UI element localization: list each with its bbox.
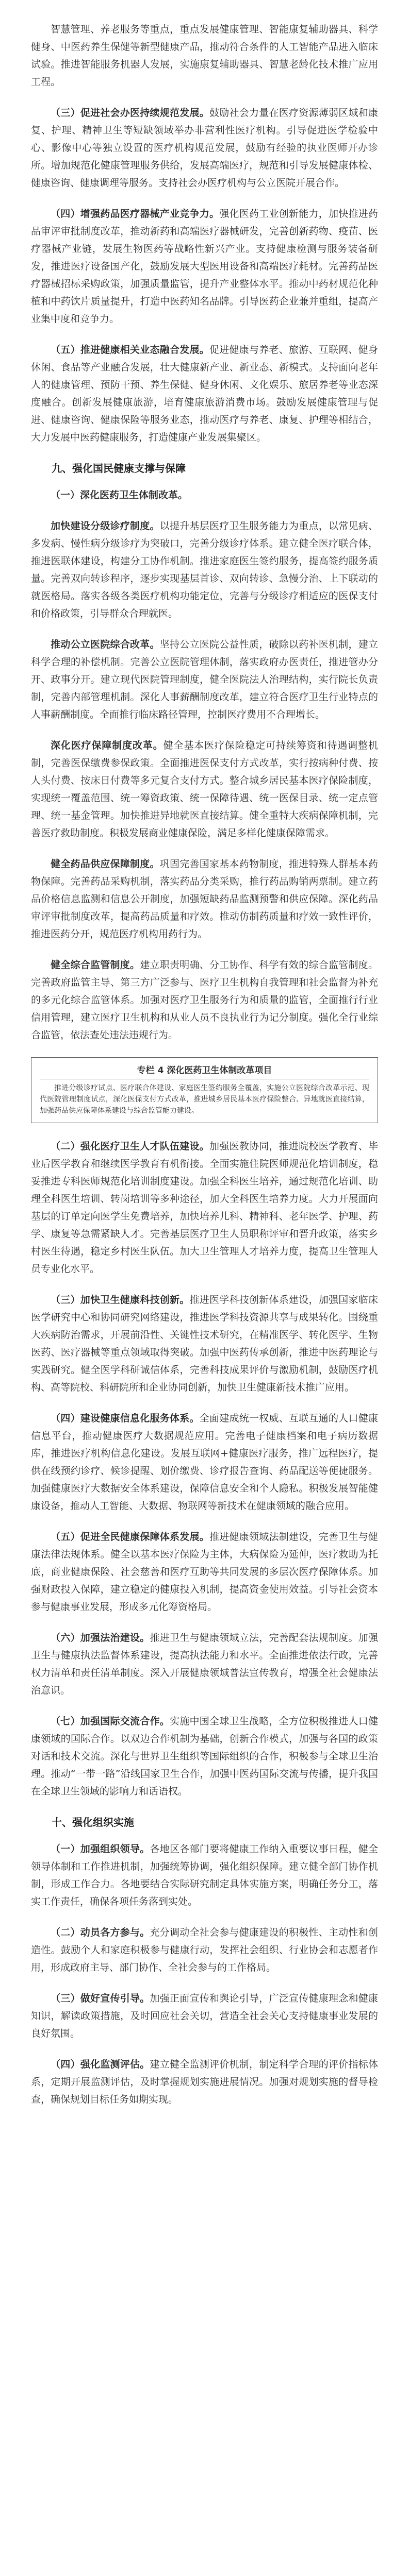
paragraph <box>31 1924 378 1976</box>
paragraph-subheading: （五）促进全民健康保障体系发展。 <box>51 1531 209 1543</box>
paragraph-text: 推进卫生与健康领域立法，完善配套法规制度。加强卫生与健康执法监督体系建设，提高执法能力和水平。全面推进依法行政，完善权力清单和责任清单制度。深入开展健康领域普法宣传教育，增强全社会健康法治意识。 <box>31 1632 378 1696</box>
paragraph <box>31 2056 378 2108</box>
paragraph <box>31 1713 378 1800</box>
paragraph-subheading: （五）推进健康相关业态融合发展。 <box>51 344 209 355</box>
callout-box <box>31 1057 378 1123</box>
paragraph-subheading: （四）建设健康信息化服务体系。 <box>51 1413 200 1424</box>
paragraph <box>31 737 378 842</box>
section-heading: 十、强化组织实施 <box>52 1816 134 1828</box>
paragraph-subheading: （二）动员各方参与。 <box>51 1927 150 1938</box>
paragraph-subheading: 深化医疗保障制度改革。 <box>51 740 163 751</box>
paragraph-subheading: （一）加强组织领导。 <box>51 1843 150 1855</box>
paragraph-text: 推进健康领域法制建设，完善卫生与健康法律法规体系。健全以基本医疗保险为主体，大病保险为延伸，医疗救助为托底，商业健康保险、社会慈善和医疗互助等共同发展的多层次医疗保障体系。加强财政投入保障，建立稳定的健康投入机制，提高资金使用效益。引导社会资本参与健康事业发展，形成多元化筹资格局。 <box>31 1531 378 1613</box>
section-heading: 九、强化国民健康支撑与保障 <box>52 462 186 474</box>
paragraph-text: 加强正面宣传和舆论引导，广泛宣传健康理念和健康知识，解读政策措施，及时回应社会关切，营造全社会关心支持健康事业发展的良好氛围。 <box>31 1993 378 2039</box>
callout-body: 推进分级诊疗试点、医疗联合体建设、家庭医生签约服务全覆盖，实施公立医院综合改革示范、现代医院管理制度试点，深化医保支付方式改革，推进城乡居民基本医疗保险整合、异地就医直接结算，加强药品供应保障体系建设与综合监管能力建设。 <box>40 1084 369 1115</box>
paragraph-text: 强化医药工业创新能力，加快推进药品审评审批制度改革，推动新药和高端医疗器械研发，完善创新药物、疫苗、医疗器械产业链，发展生物医药等战略性新兴产业。支持健康检测与服务装备研发，推进医疗设备国产化，鼓励发展大型医用设备和高端医疗耗材。完善药品医疗器械招标采购政策，加强质量监管，提升产业整体水平。推动中药材规范化种植和中药饮片质量提升，打造中医药知名品牌。引导医药企业兼并重组，提高产业集中度和竞争力。 <box>31 208 378 325</box>
paragraph-text: 加强医教协同，推进院校医学教育、毕业后医学教育和继续医学教育有机衔接。全面实施住院医师规范化培训制度，稳妥推进专科医师规范化培训制度建设。加强全科医生培养，通过规范化培训、助理全科医生培训、转岗培训等多种途径，加大全科医生培养力度。大力开展面向基层的订单定向医学生免费培养，加快培养儿科、精神科、老年医学、护理、药学、康复等急需紧缺人才。完善基层医疗卫生人员职称评审和晋升政策，落实乡村医生待遇，稳定乡村医生队伍。加大卫生管理人才培养力度，提高卫生管理人员专业化水平。 <box>31 1141 378 1275</box>
paragraph <box>31 1291 378 1396</box>
paragraph-subheading: （三）促进社会办医持续规范发展。 <box>51 107 209 118</box>
callout-title: 专栏 4 深化医药卫生体制改革项目 <box>40 1063 369 1079</box>
paragraph-subheading: （二）强化医疗卫生人才队伍建设。 <box>51 1141 209 1152</box>
paragraph-text: 巩固完善国家基本药物制度，推进特殊人群基本药物保障。完善药品采购机制，落实药品分类采购，推行药品购销两票制。建立药品价格信息监测和信息公开制度，加强短缺药品监测预警和供应保障。深化药品审评审批制度改革，提高药品质量和疗效。推动仿制药质量和疗效一致性评价，推进医药分开，规范医疗机构用药行为。 <box>31 858 378 940</box>
paragraph <box>31 517 378 622</box>
paragraph-text: 健全基本医疗保险稳定可持续筹资和待遇调整机制，完善医保缴费参保政策。全面推进医保支付方式改革，实行按病种付费、按人头付费、按床日付费等多元复合支付方式。整合城乡居民基本医疗保险制度，实现统一覆盖范围、统一筹资政策、统一保障待遇、统一医保目录、统一定点管理、统一基金管理。加快推进异地就医直接结算。健全重特大疾病保障机制，完善医疗救助制度。积极发展商业健康保险，满足多样化健康保障需求。 <box>31 740 378 839</box>
paragraph-text: 智慧管理、养老服务等重点，重点发展健康管理、智能康复辅助器具、科学健身、中医药养生保健等新型健康产品，推动符合条件的人工智能产品进入临床试验。推进智能服务机器人发展，实施康复辅助器具、智慧老龄化技术推广应用工程。 <box>31 24 378 88</box>
paragraph <box>31 104 378 192</box>
paragraph-subheading: （一）深化医药卫生体制改革。 <box>51 489 188 501</box>
paragraph-text: 推进医学科技创新体系建设，加强国家临床医学研究中心和协同研究网络建设，推进医学科技资源共享与成果转化。围绕重大疾病防治需求，开展前沿性、关键性技术研究，在精准医学、转化医学、生物医药、医疗器械等重点领域取得突破。加强中医药传承创新，推进中医药理论与实践研究。健全医学科研诚信体系，完善科技成果评价与激励机制，鼓励医疗机构、高等院校、科研院所和企业协同创新，加快卫生健康新技术推广应用。 <box>31 1294 378 1393</box>
paragraph <box>31 486 378 504</box>
paragraph-text: 以提升基层医疗卫生服务能力为重点，以常见病、多发病、慢性病分级诊疗为突破口，完善分级诊疗体系。建立健全医疗联合体，推进医联体建设，构建分工协作机制。推进家庭医生签约服务，提高签约服务质量。完善双向转诊程序，逐步实现基层首诊、双向转诊、急慢分治、上下联动的就医格局。落实各级各类医疗机构功能定位，完善与分级诊疗相适应的医保支付和价格政策，引导群众合理就医。 <box>31 520 378 619</box>
paragraph <box>31 21 378 91</box>
paragraph-subheading: 加快建设分级诊疗制度。 <box>51 520 160 532</box>
paragraph-subheading: （四）强化监测评估。 <box>51 2059 150 2070</box>
paragraph-text: 各地区各部门要将健康工作纳入重要议事日程，健全领导体制和工作推进机制，加强统筹协调，强化组织保障。建立健全部门协作机制，形成工作合力。各地要结合实际研究制定具体实施方案，明确任务分工，落实工作责任，确保各项任务落到实处。 <box>31 1843 378 1907</box>
paragraph-subheading: 健全药品供应保障制度。 <box>51 858 160 870</box>
paragraph-subheading: （三）加快卫生健康科技创新。 <box>51 1294 190 1306</box>
paragraph <box>31 636 378 723</box>
paragraph-text: 鼓励社会力量在医疗资源薄弱区域和康复、护理、精神卫生等短缺领域举办非营利性医疗机构。引导促进医学检验中心、影像中心等独立设置的医疗机构规范发展，鼓励有经验的执业医师开办诊所。增加规范化健康管理服务供给，发展高端医疗，规范和引导发展健康体检、健康咨询、健康调理等服务。支持社会办医疗机构与公立医院开展合作。 <box>31 107 378 189</box>
paragraph <box>31 855 378 943</box>
paragraph <box>31 205 378 328</box>
paragraph-subheading: （三）做好宣传引导。 <box>51 1993 150 2004</box>
paragraph <box>31 1410 378 1515</box>
paragraph <box>31 1138 378 1278</box>
paragraph-text: 充分调动全社会参与健康建设的积极性、主动性和创造性。鼓励个人和家庭积极参与健康行动，发挥社会组织、行业协会和志愿者作用，形成政府主导、部门协作、全社会参与的工作格局。 <box>31 1927 378 1973</box>
paragraph-text: 促进健康与养老、旅游、互联网、健身休闲、食品等产业融合发展，壮大健康新产业、新业态、新模式。支持面向老年人的健康管理、预防干预、养生保健、健身休闲、文化娱乐、旅居养老等业态深度融合。创新发展健康旅游，培育健康旅游消费市场。鼓励发展健康管理与促进、健康咨询、健康保险等服务业态，推动医疗与养老、康复、护理等相结合，大力发展中医药健康服务，打造健康产业发展集聚区。 <box>31 344 378 443</box>
paragraph-text: 全面建成统一权威、互联互通的人口健康信息平台，推动健康医疗大数据规范应用。完善电子健康档案和电子病历数据库，推进医疗机构信息化建设。发展互联网+健康医疗服务，推广远程医疗，提供在线预约诊疗、候诊提醒、划价缴费、诊疗报告查询、药品配送等便捷服务。加强健康医疗大数据安全体系建设，保障信息安全和个人隐私。积极发展智能健康设备，推动人工智能、大数据、物联网等新技术在健康领域的融合应用。 <box>31 1413 378 1512</box>
paragraph <box>31 1528 378 1616</box>
paragraph <box>31 1840 378 1910</box>
paragraph-subheading: 推动公立医院综合改革。 <box>51 639 160 650</box>
paragraph <box>31 341 378 446</box>
paragraph-text: 坚持公立医院公益性质，破除以药补医机制，建立科学合理的补偿机制。完善公立医院管理体制，落实政府办医责任，推进管办分开、政事分开。建立现代医院管理制度，健全医院法人治理结构，实行院长负责制，完善内部管理机制。深化人事薪酬制度改革，建立符合医疗卫生行业特点的人事薪酬制度。全面推行临床路径管理，控制医疗费用不合理增长。 <box>31 639 378 720</box>
paragraph <box>31 1629 378 1699</box>
paragraph <box>31 1990 378 2042</box>
paragraph-text: 建立健全监测评价机制，制定科学合理的评价指标体系，定期开展监测评估，及时掌握规划实施进展情况。加强对规划实施的督导检查，确保规划目标任务如期实现。 <box>31 2059 378 2105</box>
paragraph-subheading: （七）加强国际交流合作。 <box>51 1716 170 1727</box>
paragraph-text: 实施中国全球卫生战略，全方位积极推进人口健康领域的国际合作。以双边合作机制为基础，创新合作模式，加强与各国的政策对话和技术交流。深化与世界卫生组织等国际组织的合作，积极参与全球卫生治理。推动“一带一路”沿线国家卫生合作，加强中医药国际交流与传播，提升我国在全球卫生领域的影响力和话语权。 <box>31 1716 378 1797</box>
paragraph-subheading: 健全综合监管制度。 <box>51 959 140 971</box>
paragraph-text: 建立职责明确、分工协作、科学有效的综合监管制度。完善政府监管主导、第三方广泛参与、医疗卫生机构自我管理和社会监督为补充的多元化综合监管体系。加强对医疗卫生服务行为和质量的监管，全面推行行业信用管理，建立医疗卫生机构和从业人员不良执业行为记分制度。强化全行业综合监管，依法查处违法违规行为。 <box>31 959 378 1041</box>
paragraph-subheading: （六）加强法治建设。 <box>51 1632 150 1643</box>
paragraph-subheading: （四）增强药品医疗器械产业竞争力。 <box>51 208 220 219</box>
paragraph <box>31 956 378 1044</box>
